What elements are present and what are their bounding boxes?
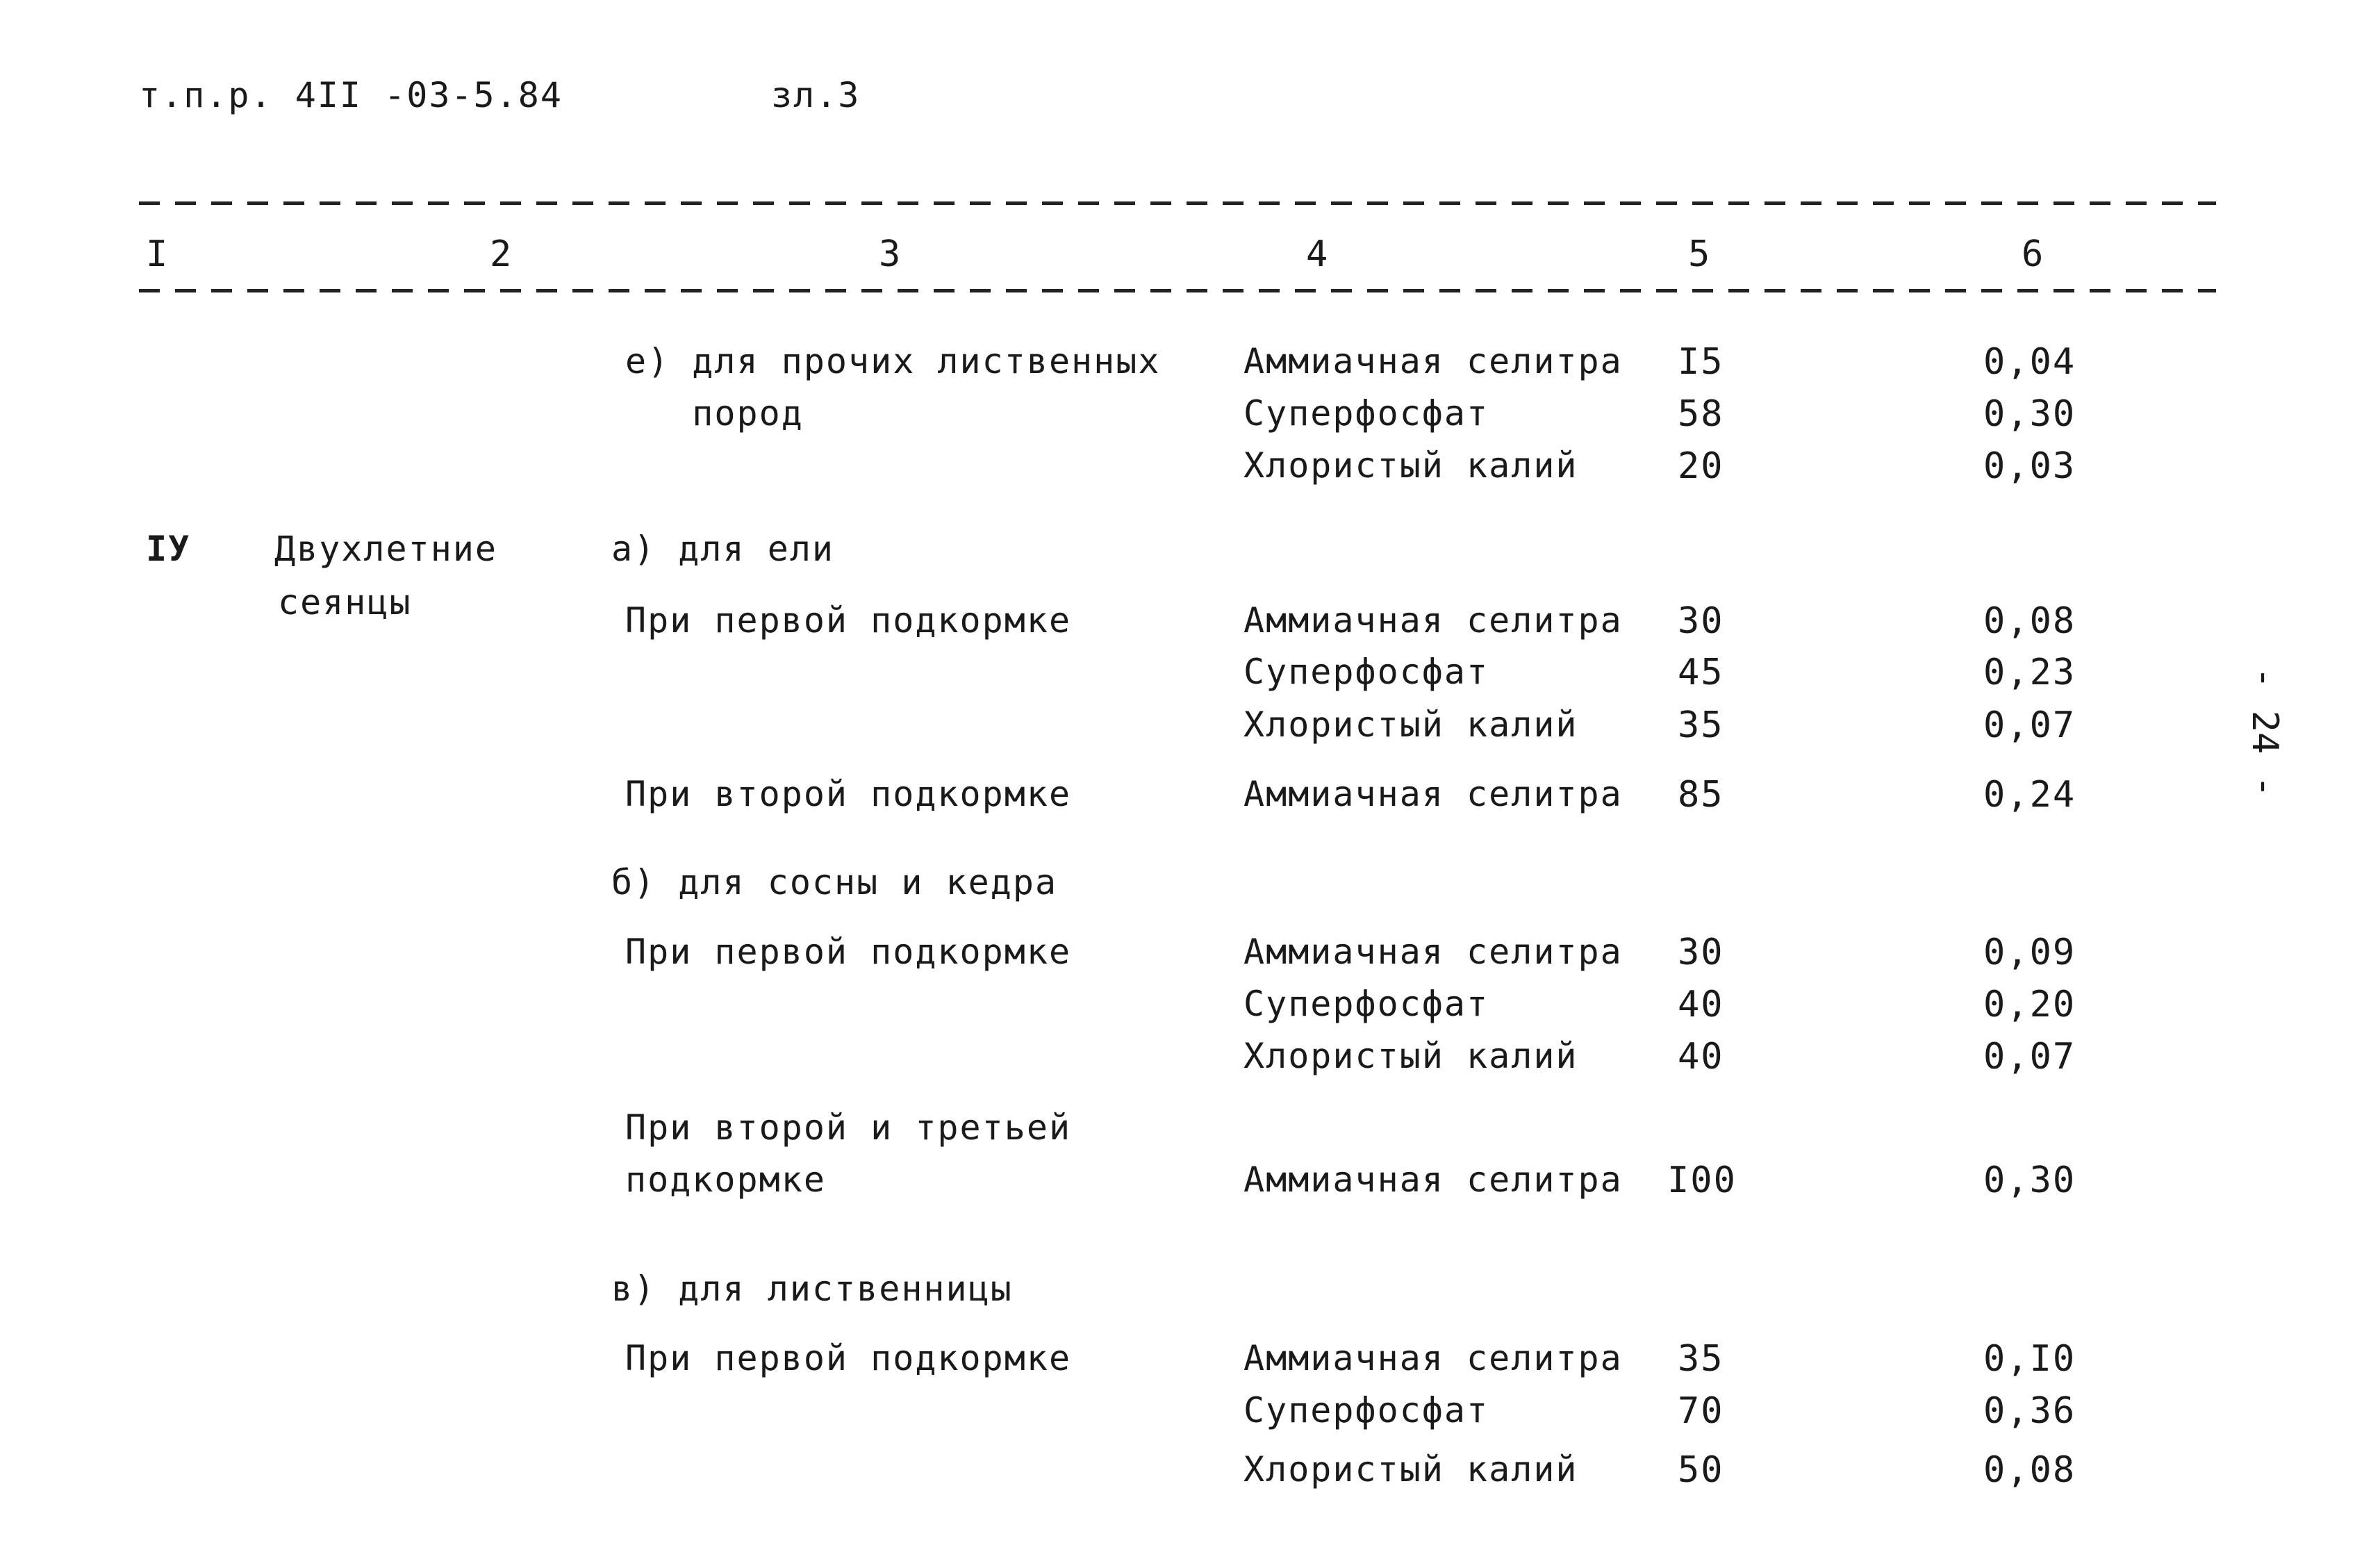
cell-rate: 0,03 [1983,445,2076,487]
cell-amount: 58 [1678,393,1724,435]
cell-rate: 0,07 [1983,1036,2076,1078]
page-number: - 24 - [2244,667,2286,798]
cell-rate: 0,08 [1983,600,2076,642]
cell-fertilizer: Аммиачная селитра [1243,341,1623,381]
cell-material: Двухлетние [274,529,498,569]
cell-amount: 40 [1678,984,1724,1025]
cell-amount: 50 [1678,1449,1724,1491]
column-header-4: 4 [1306,233,1330,275]
cell-rate: 0,08 [1983,1449,2076,1491]
cell-section-number: IУ [146,529,191,569]
cell-amount: I5 [1678,341,1724,383]
cell-fertilizer: Хлористый калий [1243,445,1578,486]
cell-rate: 0,20 [1983,984,2076,1025]
cell-fertilizer: Аммиачная селитра [1243,774,1623,814]
cell-fertilizer: Хлористый калий [1243,1449,1578,1490]
cell-description: а) для ели [611,529,835,569]
cell-fertilizer: Суперфосфат [1243,393,1489,434]
cell-amount: 45 [1678,652,1724,693]
cell-description: При первой подкормке [625,932,1072,972]
sheet-label: зл.3 [771,75,861,115]
cell-fertilizer: Аммиачная селитра [1243,1338,1623,1378]
cell-rate: 0,36 [1983,1390,2076,1432]
cell-description: подкормке [625,1160,826,1200]
cell-description: в) для лиственницы [611,1269,1013,1309]
cell-fertilizer: Хлористый калий [1243,704,1578,745]
cell-description: При первой подкормке [625,1338,1072,1378]
cell-rate: 0,07 [1983,704,2076,746]
cell-amount: 30 [1678,600,1724,642]
column-header-6: 6 [2022,233,2045,275]
cell-material: сеянцы [278,582,412,622]
cell-description: пород [625,393,804,434]
cell-description: При второй подкормке [625,774,1072,814]
cell-fertilizer: Хлористый калий [1243,1036,1578,1076]
column-header-5: 5 [1688,233,1712,275]
cell-rate: 0,04 [1983,341,2076,383]
cell-amount: 35 [1678,704,1724,746]
cell-fertilizer: Суперфосфат [1243,1390,1489,1430]
cell-amount: 20 [1678,445,1724,487]
cell-rate: 0,24 [1983,774,2076,816]
cell-fertilizer: Суперфосфат [1243,984,1489,1024]
column-header-1: I [146,233,170,275]
cell-fertilizer: Аммиачная селитра [1243,1160,1623,1200]
cell-amount: 70 [1678,1390,1724,1432]
header-bottom-rule [139,289,2216,292]
cell-rate: 0,23 [1983,652,2076,693]
column-header-3: 3 [879,233,902,275]
cell-rate: 0,30 [1983,1160,2076,1201]
cell-rate: 0,30 [1983,393,2076,435]
cell-description: е) для прочих лиственных [625,341,1161,381]
cell-amount: I00 [1667,1160,1737,1201]
doc-reference: т.п.р. 4II -03-5.84 [139,75,563,115]
cell-amount: 30 [1678,932,1724,973]
cell-fertilizer: Суперфосфат [1243,652,1489,692]
cell-description: При второй и третьей [625,1107,1072,1148]
cell-fertilizer: Аммиачная селитра [1243,932,1623,972]
cell-description: б) для сосны и кедра [611,862,1058,902]
cell-fertilizer: Аммиачная селитра [1243,600,1623,641]
header-top-rule [139,201,2216,205]
cell-amount: 40 [1678,1036,1724,1078]
cell-rate: 0,I0 [1983,1338,2076,1380]
cell-amount: 85 [1678,774,1724,816]
cell-description: При первой подкормке [625,600,1072,641]
cell-amount: 35 [1678,1338,1724,1380]
column-header-2: 2 [490,233,513,275]
cell-rate: 0,09 [1983,932,2076,973]
